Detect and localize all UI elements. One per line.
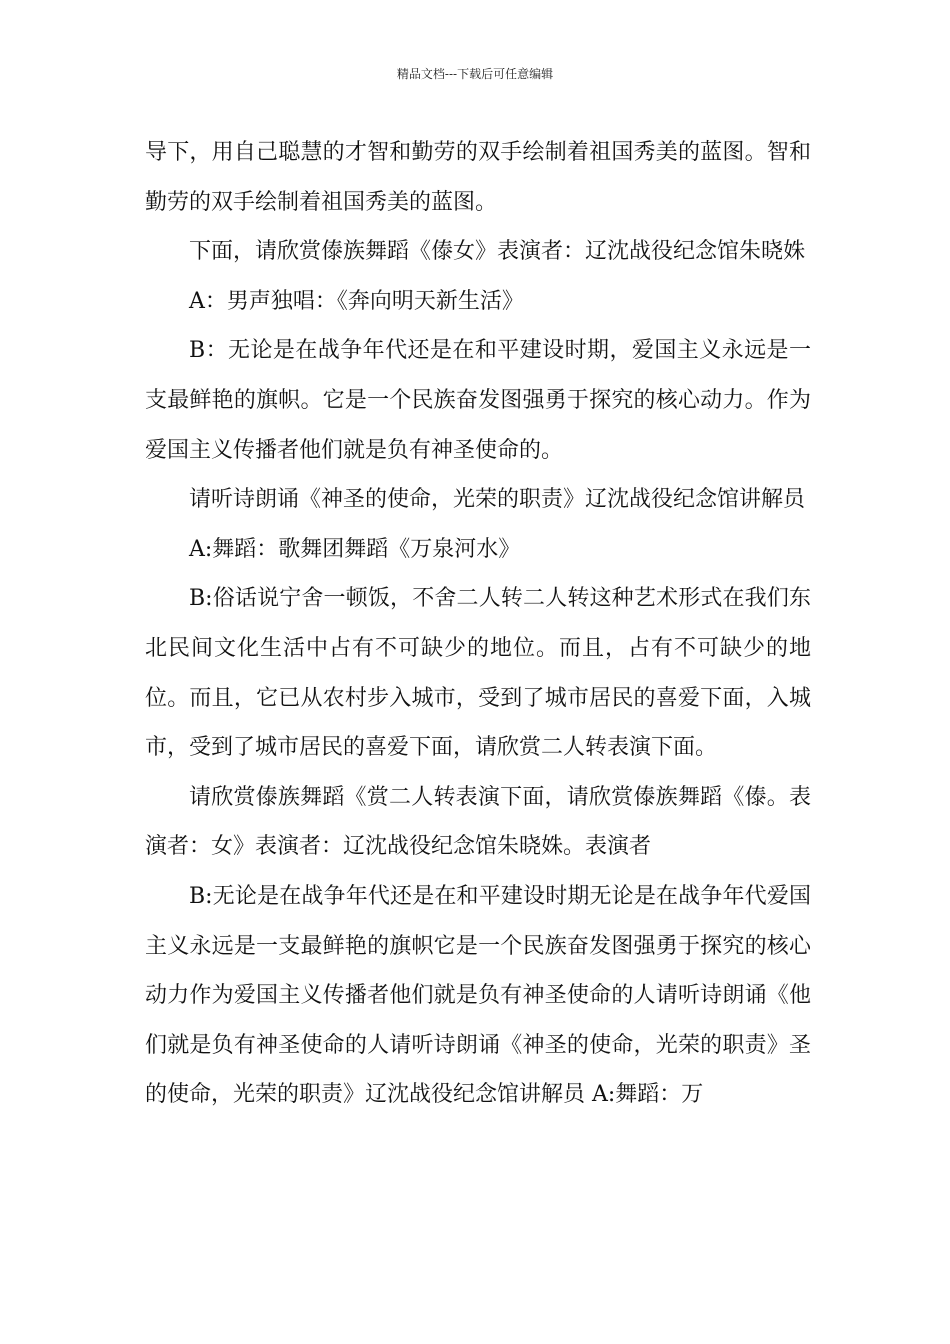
page-header: 精品文档---下载后可任意编辑 [396, 67, 554, 81]
document-body [145, 128, 811, 1120]
paragraph: 下面，请欣赏傣族舞蹈《傣女》表演者：辽沈战役纪念馆朱晓姝 [189, 239, 806, 265]
paragraph: 请欣赏傣族舞蹈《赏二人转表演下面，请欣赏傣族舞蹈《傣。表演者：女》表演者：辽沈战役纪念馆朱晓姝。表演者 [145, 784, 811, 860]
paragraph: B：无论是在战争年代还是在和平建设时期，爱国主义永远是一支最鲜艳的旗帜。它是一个民族奋发图强勇于探究的核心动力。作为爱国主义传播者他们就是负有神圣使命的。 [145, 338, 811, 463]
paragraph: 导下，用自己聪慧的才智和勤劳的双手绘制着祖国秀美的蓝图。智和勤劳的双手绘制着祖国秀美的蓝图。 [145, 140, 811, 215]
paragraph: 请听诗朗诵《神圣的使命，光荣的职责》辽沈战役纪念馆讲解员 [189, 487, 806, 513]
paragraph: B:俗话说宁舍一顿饭，不舍二人转二人转这种艺术形式在我们东北民间文化生活中占有不可缺少的地位。而且，占有不可缺少的地位。而且，它已从农村步入城市，受到了城市居民的喜爱下面，入城市，受到了城市居民的喜爱下面，请欣赏二人转表演下面。 [145, 586, 811, 761]
paragraph: A：男声独唱：《奔向明天新生活》 [189, 288, 524, 314]
paragraph: A:舞蹈：歌舞团舞蹈《万泉河水》 [189, 536, 521, 562]
paragraph: B:无论是在战争年代还是在和平建设时期无论是在战争年代爱国主义永远是一支最鲜艳的旗帜它是一个民族奋发图强勇于探究的核心动力作为爱国主义传播者他们就是负有神圣使命的人请听诗朗诵《他们就是负有神圣使命的人请听诗朗诵《神圣的使命，光荣的职责》圣的使命，光荣的职责》辽沈战役纪念馆讲解员 A:舞蹈：万 [145, 883, 811, 1108]
